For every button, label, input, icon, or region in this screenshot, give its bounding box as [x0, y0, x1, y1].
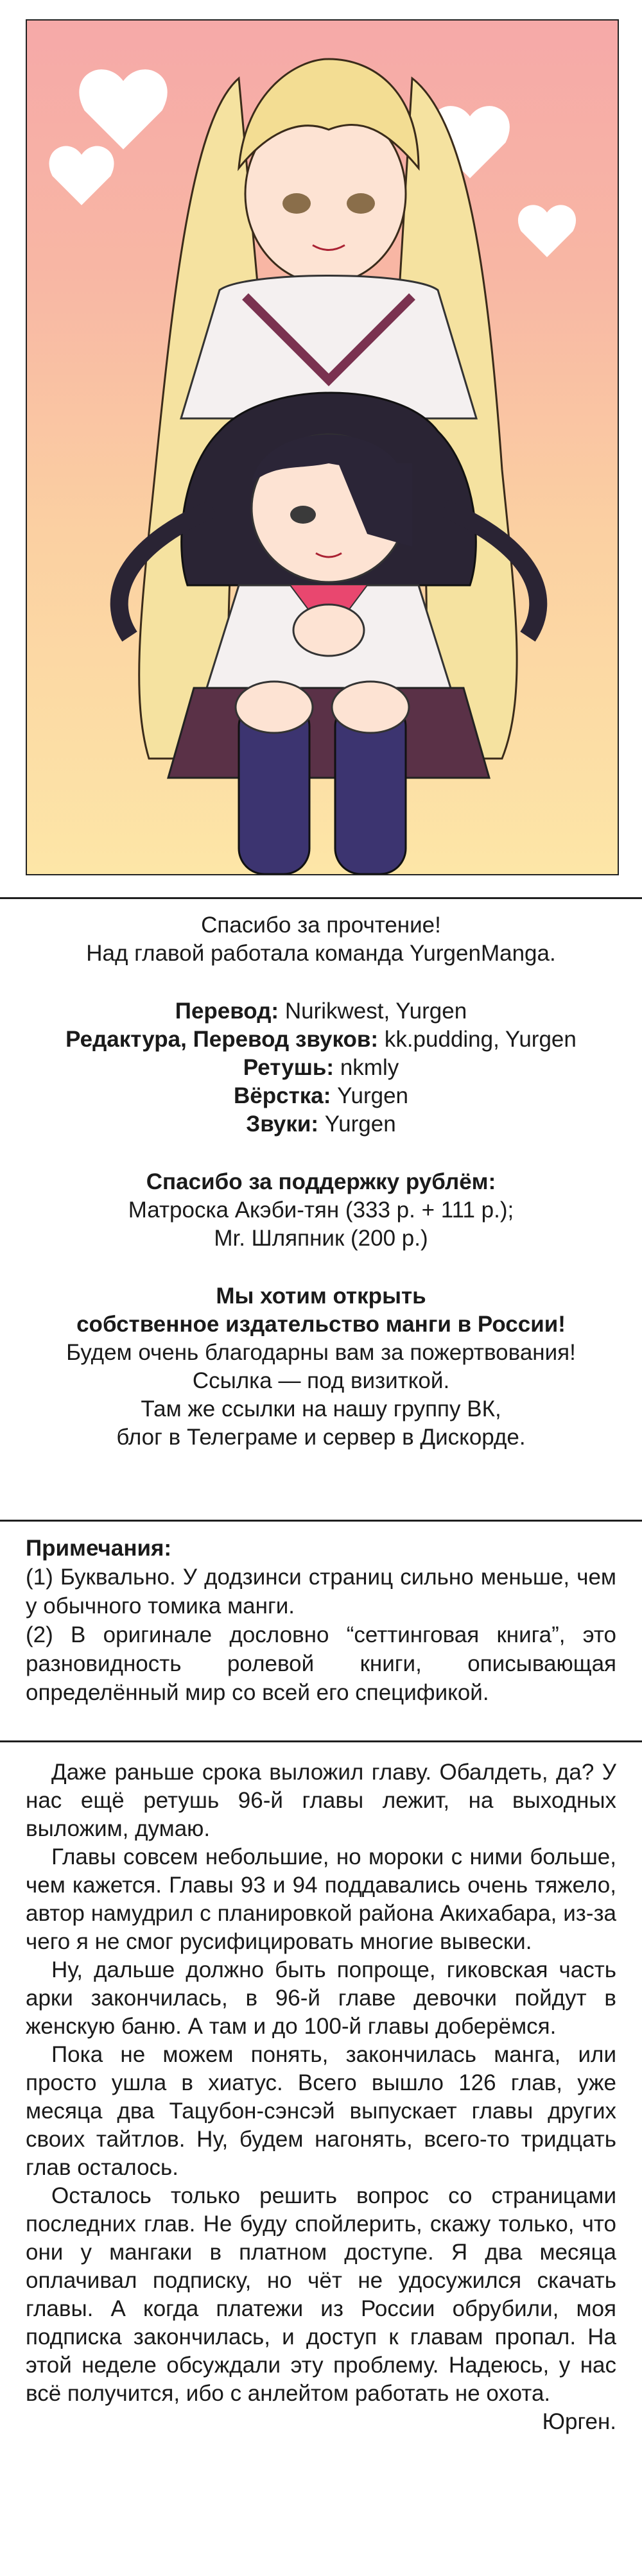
divider-middle — [0, 1520, 642, 1522]
afterword-paragraph: Даже раньше срока выложил главу. Обалдеть, да? У нас ещё ретушь 96-й главы лежит, на выходных выложим, думаю. — [26, 1760, 616, 1841]
afterword-paragraph: Ну, дальше должно быть попроще, гиковская часть арки закончилась, в 96-й главе девочки пойдут в женскую баню. А там и до 100-й главы доберёмся. — [26, 1957, 616, 2039]
credits-section — [0, 911, 642, 1452]
afterword-paragraph: Главы совсем небольшие, но мороки с ними больше, чем кажется. Главы 93 и 94 поддавались очень тяжело, автор намудрил с планировкой района Акихабара, из-за чего я не смог русифицировать многие вывески. — [26, 1844, 616, 1954]
role-translation: Перевод: Nurikwest, Yurgen — [175, 999, 467, 1024]
afterword-section — [26, 1758, 616, 2436]
supporter-item: Матроска Акэби-тян (333 р. + 111 р.); — [128, 1198, 514, 1223]
signature: Юрген. — [542, 2409, 616, 2434]
manga-illustration-icon — [27, 21, 618, 874]
note-item: (1) Буквально. У додзинси страниц сильно меньше, чем у обычного томика манги. — [26, 1565, 616, 1619]
publish-title: Мы хотим открыть — [216, 1284, 426, 1309]
note-item: (2) В оригинале дословно “сеттинговая книга”, это разновидность ролевой книги, описывающая определённый мир со всей его спецификой. — [26, 1622, 616, 1705]
afterword-paragraph: Пока не можем понять, закончилась манга, или просто ушла в хиатус. Всего вышло 126 глав, уже месяца два Тацубон-сэнсэй выпускает главы других своих тайтлов. Ну, будем нагонять, всего-то тридцать глав осталось. — [26, 2042, 616, 2180]
role-typesetting: Вёрстка: Yurgen — [233, 1083, 409, 1108]
publish-line: блог в Телеграме и сервер в Дискорде. — [116, 1425, 526, 1450]
notes-section — [26, 1534, 616, 1707]
publish-line: Ссылка — под визиткой. — [192, 1368, 450, 1393]
support-title: Спасибо за поддержку рублём: — [146, 1169, 496, 1194]
afterword-paragraph: Осталось только решить вопрос со страницами последних глав. Не буду спойлерить, скажу только, что они у мангаки в платном доступе. Я два месяца оплачивал подписку, но чёт не удосужился скачать главы. А когда платежи из России обрубили, моя подписка закончилась, и доступ к главам пропал. На этой неделе обсуждали эту проблему. Надеюсь, у нас всё получится, ибо с анлейтом работать не охота. — [26, 2183, 616, 2406]
notes-title: Примечания: — [26, 1536, 172, 1561]
publish-title: собственное издательство манги в России! — [76, 1312, 566, 1337]
supporter-item: Mr. Шляпник (200 р.) — [214, 1226, 428, 1251]
divider-top — [0, 897, 642, 899]
thanks-line: Спасибо за прочтение! — [201, 913, 441, 938]
publish-line: Там же ссылки на нашу группу ВК, — [141, 1396, 501, 1421]
team-line: Над главой работала команда YurgenManga. — [86, 941, 556, 966]
publish-line: Будем очень благодарны вам за пожертвования! — [66, 1340, 576, 1365]
divider-bottom — [0, 1740, 642, 1742]
cover-artwork — [26, 19, 619, 875]
role-editing: Редактура, Перевод звуков: kk.pudding, Yurgen — [65, 1027, 577, 1052]
role-sounds: Звуки: Yurgen — [246, 1112, 396, 1137]
role-retouch: Ретушь: nkmly — [243, 1055, 399, 1080]
